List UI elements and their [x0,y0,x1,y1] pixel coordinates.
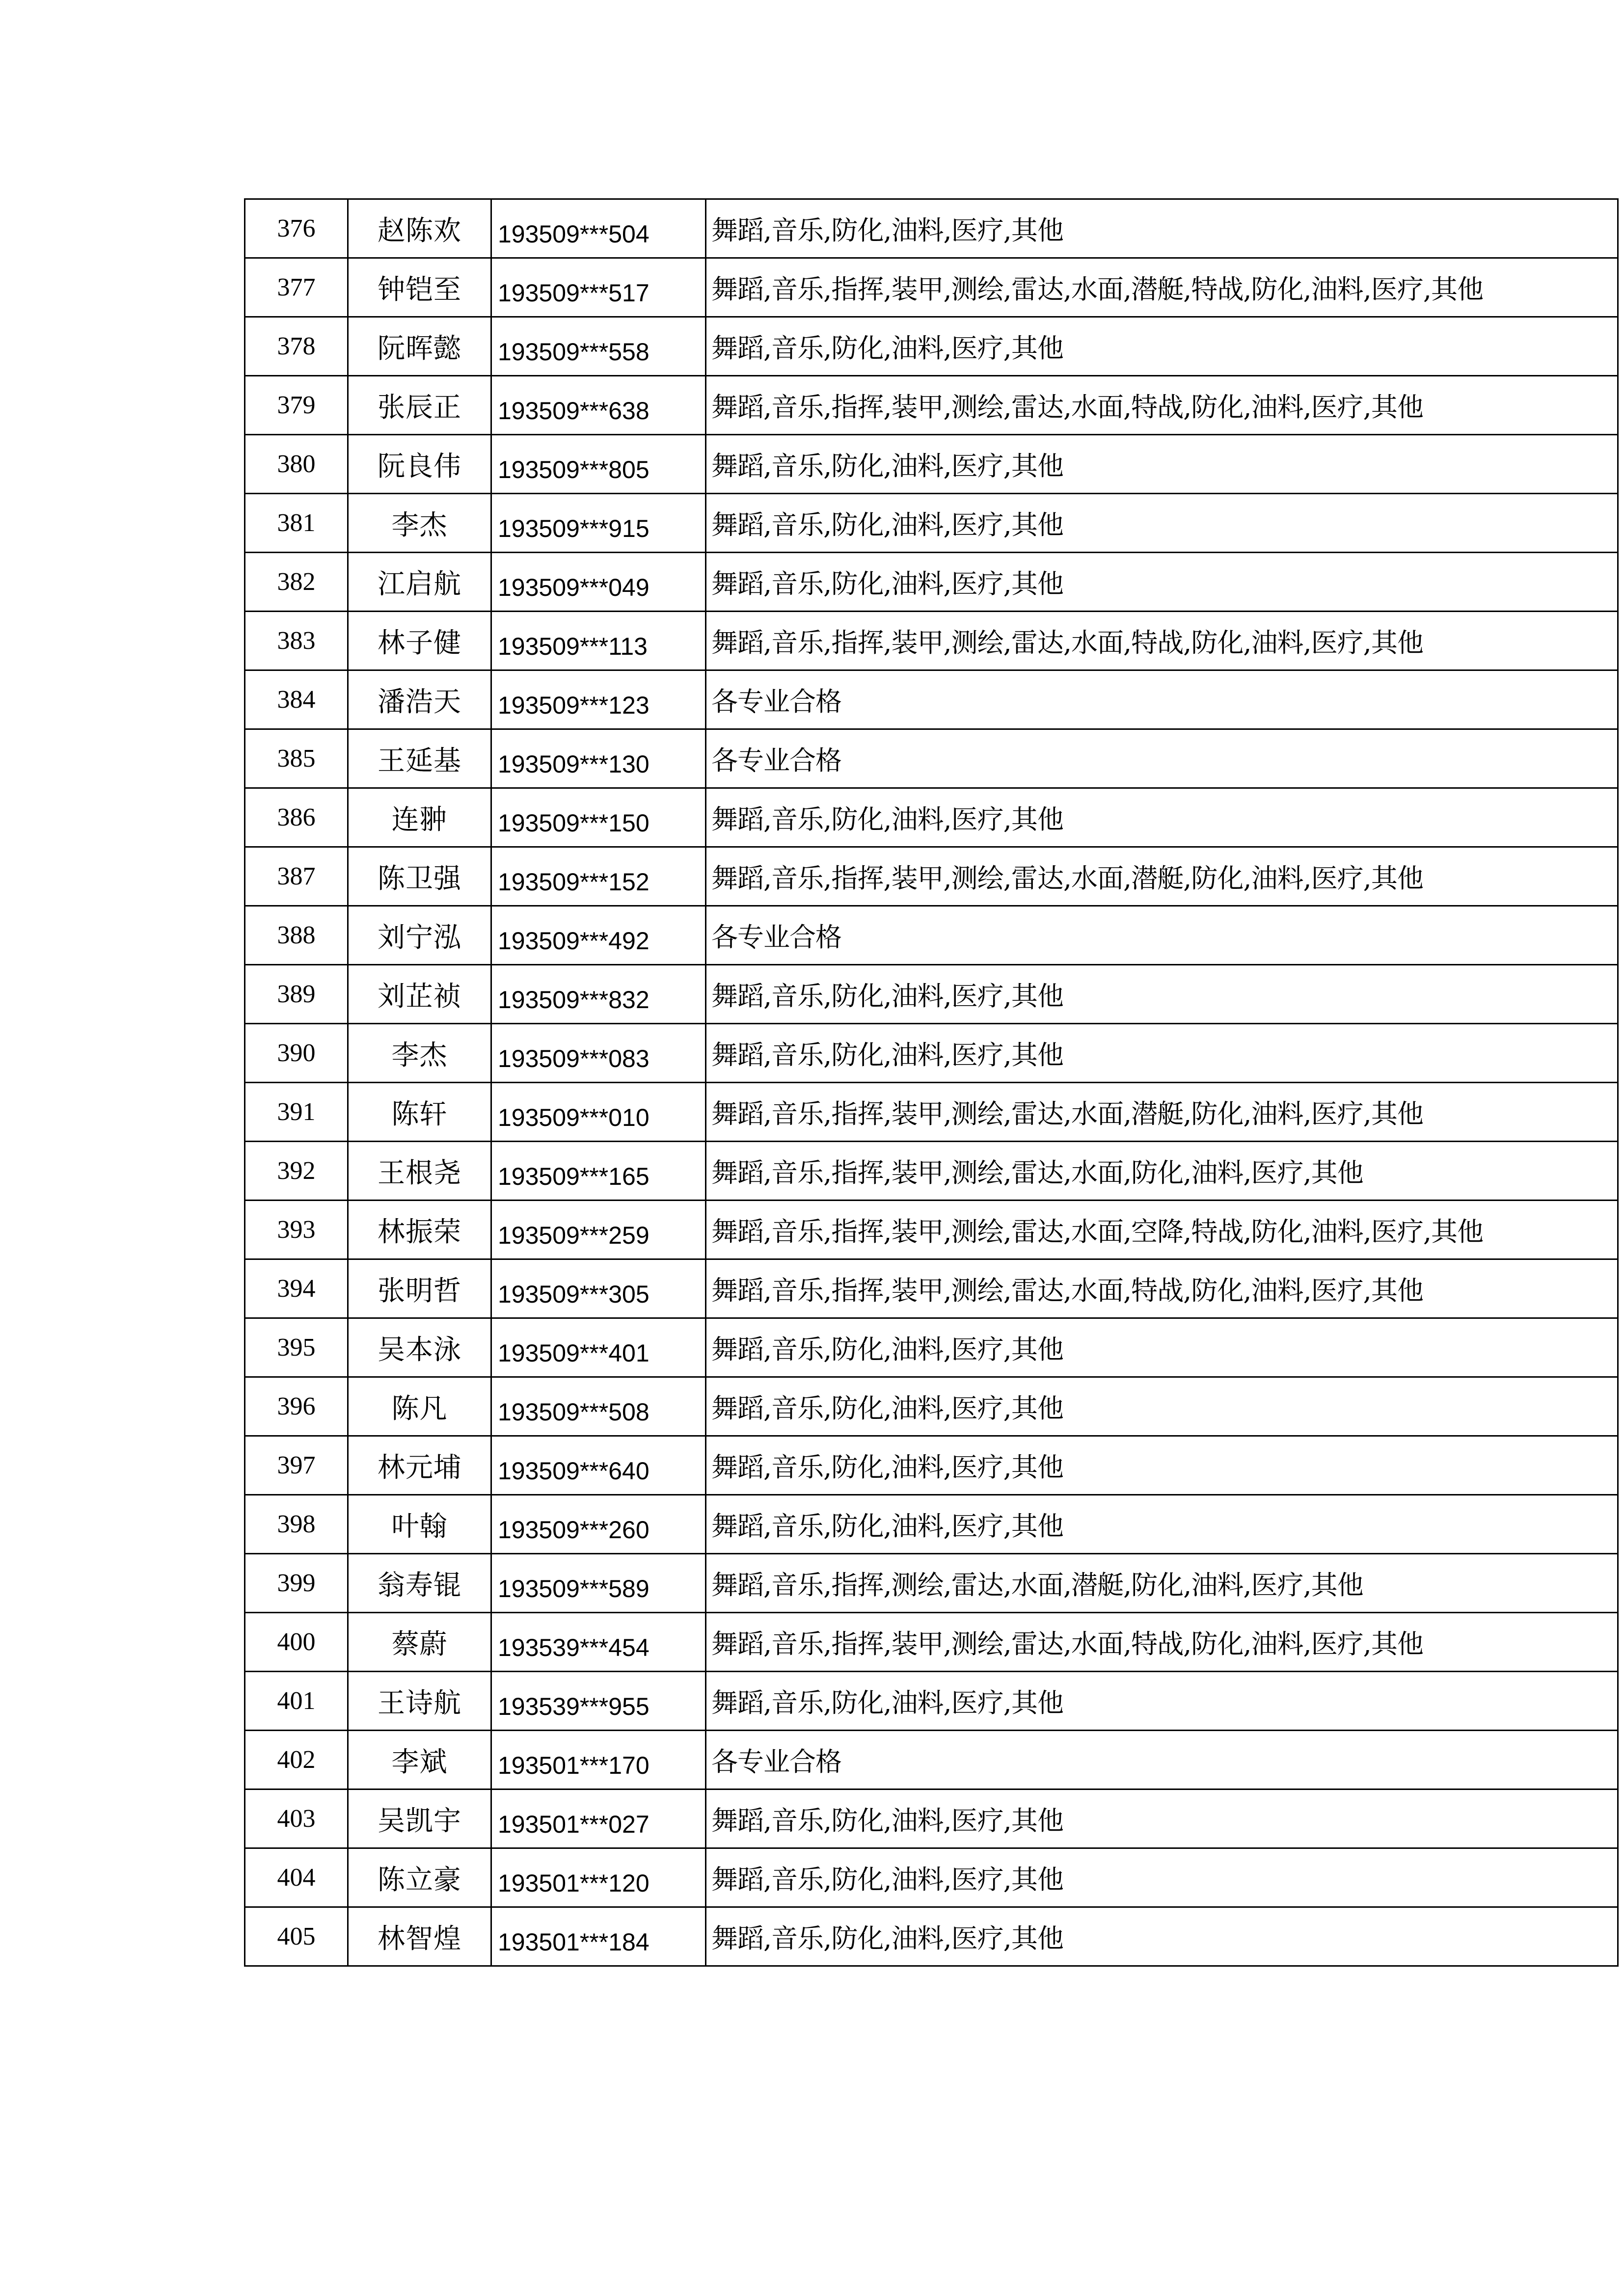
id-number-cell: 193509***832 [491,965,706,1024]
row-number-cell: 400 [245,1613,348,1672]
id-number-cell: 193509***165 [491,1142,706,1201]
name-cell: 李杰 [348,1024,491,1083]
result-cell: 舞蹈,音乐,指挥,装甲,测绘,雷达,水面,潜艇,特战,防化,油料,医疗,其他 [706,258,1618,317]
name-cell: 连翀 [348,788,491,847]
row-number-cell: 393 [245,1201,348,1259]
name-cell: 张辰正 [348,376,491,435]
table-row [245,258,1618,317]
id-number-cell: 193509***049 [491,553,706,612]
row-number-cell: 395 [245,1318,348,1377]
result-cell: 舞蹈,音乐,指挥,装甲,测绘,雷达,水面,特战,防化,油料,医疗,其他 [706,1613,1618,1672]
table-row [245,376,1618,435]
row-number-cell: 380 [245,435,348,494]
name-cell: 刘芷祯 [348,965,491,1024]
row-number-cell: 378 [245,317,348,376]
table-row [245,847,1618,906]
id-number-cell: 193509***558 [491,317,706,376]
row-number-cell: 388 [245,906,348,965]
name-cell: 王根尧 [348,1142,491,1201]
table-row [245,1201,1618,1259]
name-cell: 陈轩 [348,1083,491,1142]
row-number-cell: 397 [245,1436,348,1495]
name-cell: 王诗航 [348,1672,491,1731]
name-cell: 潘浩天 [348,670,491,729]
row-number-cell: 390 [245,1024,348,1083]
result-cell: 舞蹈,音乐,防化,油料,医疗,其他 [706,1848,1618,1907]
result-cell: 舞蹈,音乐,防化,油料,医疗,其他 [706,199,1618,258]
id-number-cell: 193509***113 [491,612,706,670]
result-cell: 舞蹈,音乐,指挥,装甲,测绘,雷达,水面,防化,油料,医疗,其他 [706,1142,1618,1201]
result-cell: 舞蹈,音乐,防化,油料,医疗,其他 [706,1318,1618,1377]
name-cell: 翁寿锟 [348,1554,491,1613]
result-cell: 舞蹈,音乐,防化,油料,医疗,其他 [706,494,1618,553]
result-cell: 舞蹈,音乐,防化,油料,医疗,其他 [706,1789,1618,1848]
id-number-cell: 193509***504 [491,199,706,258]
name-cell: 叶翰 [348,1495,491,1554]
id-number-cell: 193509***259 [491,1201,706,1259]
name-cell: 吴本泳 [348,1318,491,1377]
row-number-cell: 381 [245,494,348,553]
row-number-cell: 376 [245,199,348,258]
table-row [245,788,1618,847]
result-cell: 舞蹈,音乐,指挥,装甲,测绘,雷达,水面,特战,防化,油料,医疗,其他 [706,612,1618,670]
id-number-cell: 193509***083 [491,1024,706,1083]
name-cell: 李杰 [348,494,491,553]
row-number-cell: 401 [245,1672,348,1731]
name-cell: 江启航 [348,553,491,612]
result-cell: 各专业合格 [706,729,1618,788]
table-row [245,1672,1618,1731]
name-cell: 陈凡 [348,1377,491,1436]
id-number-cell: 193509***401 [491,1318,706,1377]
name-cell: 陈卫强 [348,847,491,906]
result-cell: 各专业合格 [706,670,1618,729]
row-number-cell: 384 [245,670,348,729]
name-cell: 蔡蔚 [348,1613,491,1672]
id-number-cell: 193501***184 [491,1907,706,1966]
results-table [244,198,1619,1967]
result-cell: 舞蹈,音乐,防化,油料,医疗,其他 [706,965,1618,1024]
row-number-cell: 404 [245,1848,348,1907]
id-number-cell: 193539***454 [491,1613,706,1672]
row-number-cell: 387 [245,847,348,906]
name-cell: 阮良伟 [348,435,491,494]
result-cell: 舞蹈,音乐,防化,油料,医疗,其他 [706,317,1618,376]
result-cell: 舞蹈,音乐,防化,油料,医疗,其他 [706,1377,1618,1436]
row-number-cell: 394 [245,1259,348,1318]
table-row [245,1259,1618,1318]
result-cell: 舞蹈,音乐,防化,油料,医疗,其他 [706,788,1618,847]
result-cell: 舞蹈,音乐,指挥,装甲,测绘,雷达,水面,特战,防化,油料,医疗,其他 [706,1259,1618,1318]
table-row [245,670,1618,729]
table-row [245,317,1618,376]
table-row [245,612,1618,670]
table-row [245,1495,1618,1554]
result-cell: 舞蹈,音乐,防化,油料,医疗,其他 [706,435,1618,494]
name-cell: 李斌 [348,1731,491,1789]
row-number-cell: 403 [245,1789,348,1848]
name-cell: 阮晖懿 [348,317,491,376]
name-cell: 刘宁泓 [348,906,491,965]
result-cell: 舞蹈,音乐,防化,油料,医疗,其他 [706,1436,1618,1495]
id-number-cell: 193509***152 [491,847,706,906]
id-number-cell: 193501***170 [491,1731,706,1789]
name-cell: 林振荣 [348,1201,491,1259]
result-cell: 舞蹈,音乐,防化,油料,医疗,其他 [706,553,1618,612]
id-number-cell: 193509***010 [491,1083,706,1142]
table-row [245,199,1618,258]
row-number-cell: 385 [245,729,348,788]
result-cell: 舞蹈,音乐,防化,油料,医疗,其他 [706,1495,1618,1554]
table-row [245,1142,1618,1201]
table-row [245,1318,1618,1377]
table-row [245,1024,1618,1083]
id-number-cell: 193509***508 [491,1377,706,1436]
table-row [245,435,1618,494]
table-row [245,906,1618,965]
row-number-cell: 392 [245,1142,348,1201]
table-row [245,1436,1618,1495]
result-cell: 舞蹈,音乐,指挥,装甲,测绘,雷达,水面,空降,特战,防化,油料,医疗,其他 [706,1201,1618,1259]
results-table-body [245,199,1618,1966]
id-number-cell: 193509***123 [491,670,706,729]
result-cell: 舞蹈,音乐,指挥,装甲,测绘,雷达,水面,特战,防化,油料,医疗,其他 [706,376,1618,435]
row-number-cell: 383 [245,612,348,670]
id-number-cell: 193509***589 [491,1554,706,1613]
row-number-cell: 402 [245,1731,348,1789]
id-number-cell: 193509***130 [491,729,706,788]
result-cell: 各专业合格 [706,1731,1618,1789]
table-row [245,553,1618,612]
row-number-cell: 386 [245,788,348,847]
name-cell: 陈立豪 [348,1848,491,1907]
name-cell: 林子健 [348,612,491,670]
id-number-cell: 193509***260 [491,1495,706,1554]
row-number-cell: 405 [245,1907,348,1966]
id-number-cell: 193509***640 [491,1436,706,1495]
result-cell: 舞蹈,音乐,指挥,测绘,雷达,水面,潜艇,防化,油料,医疗,其他 [706,1554,1618,1613]
name-cell: 林智煌 [348,1907,491,1966]
id-number-cell: 193509***915 [491,494,706,553]
id-number-cell: 193509***517 [491,258,706,317]
id-number-cell: 193501***027 [491,1789,706,1848]
table-row [245,1907,1618,1966]
name-cell: 张明哲 [348,1259,491,1318]
name-cell: 吴凯宇 [348,1789,491,1848]
result-cell: 舞蹈,音乐,指挥,装甲,测绘,雷达,水面,潜艇,防化,油料,医疗,其他 [706,847,1618,906]
table-row [245,1377,1618,1436]
row-number-cell: 389 [245,965,348,1024]
table-row [245,1848,1618,1907]
result-cell: 舞蹈,音乐,防化,油料,医疗,其他 [706,1672,1618,1731]
row-number-cell: 382 [245,553,348,612]
id-number-cell: 193509***638 [491,376,706,435]
table-row [245,965,1618,1024]
result-cell: 各专业合格 [706,906,1618,965]
table-row [245,494,1618,553]
name-cell: 林元埔 [348,1436,491,1495]
row-number-cell: 391 [245,1083,348,1142]
result-cell: 舞蹈,音乐,指挥,装甲,测绘,雷达,水面,潜艇,防化,油料,医疗,其他 [706,1083,1618,1142]
id-number-cell: 193509***492 [491,906,706,965]
id-number-cell: 193501***120 [491,1848,706,1907]
result-cell: 舞蹈,音乐,防化,油料,医疗,其他 [706,1024,1618,1083]
table-row [245,1554,1618,1613]
row-number-cell: 396 [245,1377,348,1436]
table-row [245,1731,1618,1789]
table-row [245,1083,1618,1142]
row-number-cell: 399 [245,1554,348,1613]
table-row [245,1613,1618,1672]
id-number-cell: 193509***305 [491,1259,706,1318]
result-cell: 舞蹈,音乐,防化,油料,医疗,其他 [706,1907,1618,1966]
table-row [245,1789,1618,1848]
row-number-cell: 398 [245,1495,348,1554]
table-row [245,729,1618,788]
row-number-cell: 379 [245,376,348,435]
row-number-cell: 377 [245,258,348,317]
name-cell: 王延基 [348,729,491,788]
name-cell: 钟铠至 [348,258,491,317]
id-number-cell: 193509***150 [491,788,706,847]
name-cell: 赵陈欢 [348,199,491,258]
id-number-cell: 193539***955 [491,1672,706,1731]
id-number-cell: 193509***805 [491,435,706,494]
